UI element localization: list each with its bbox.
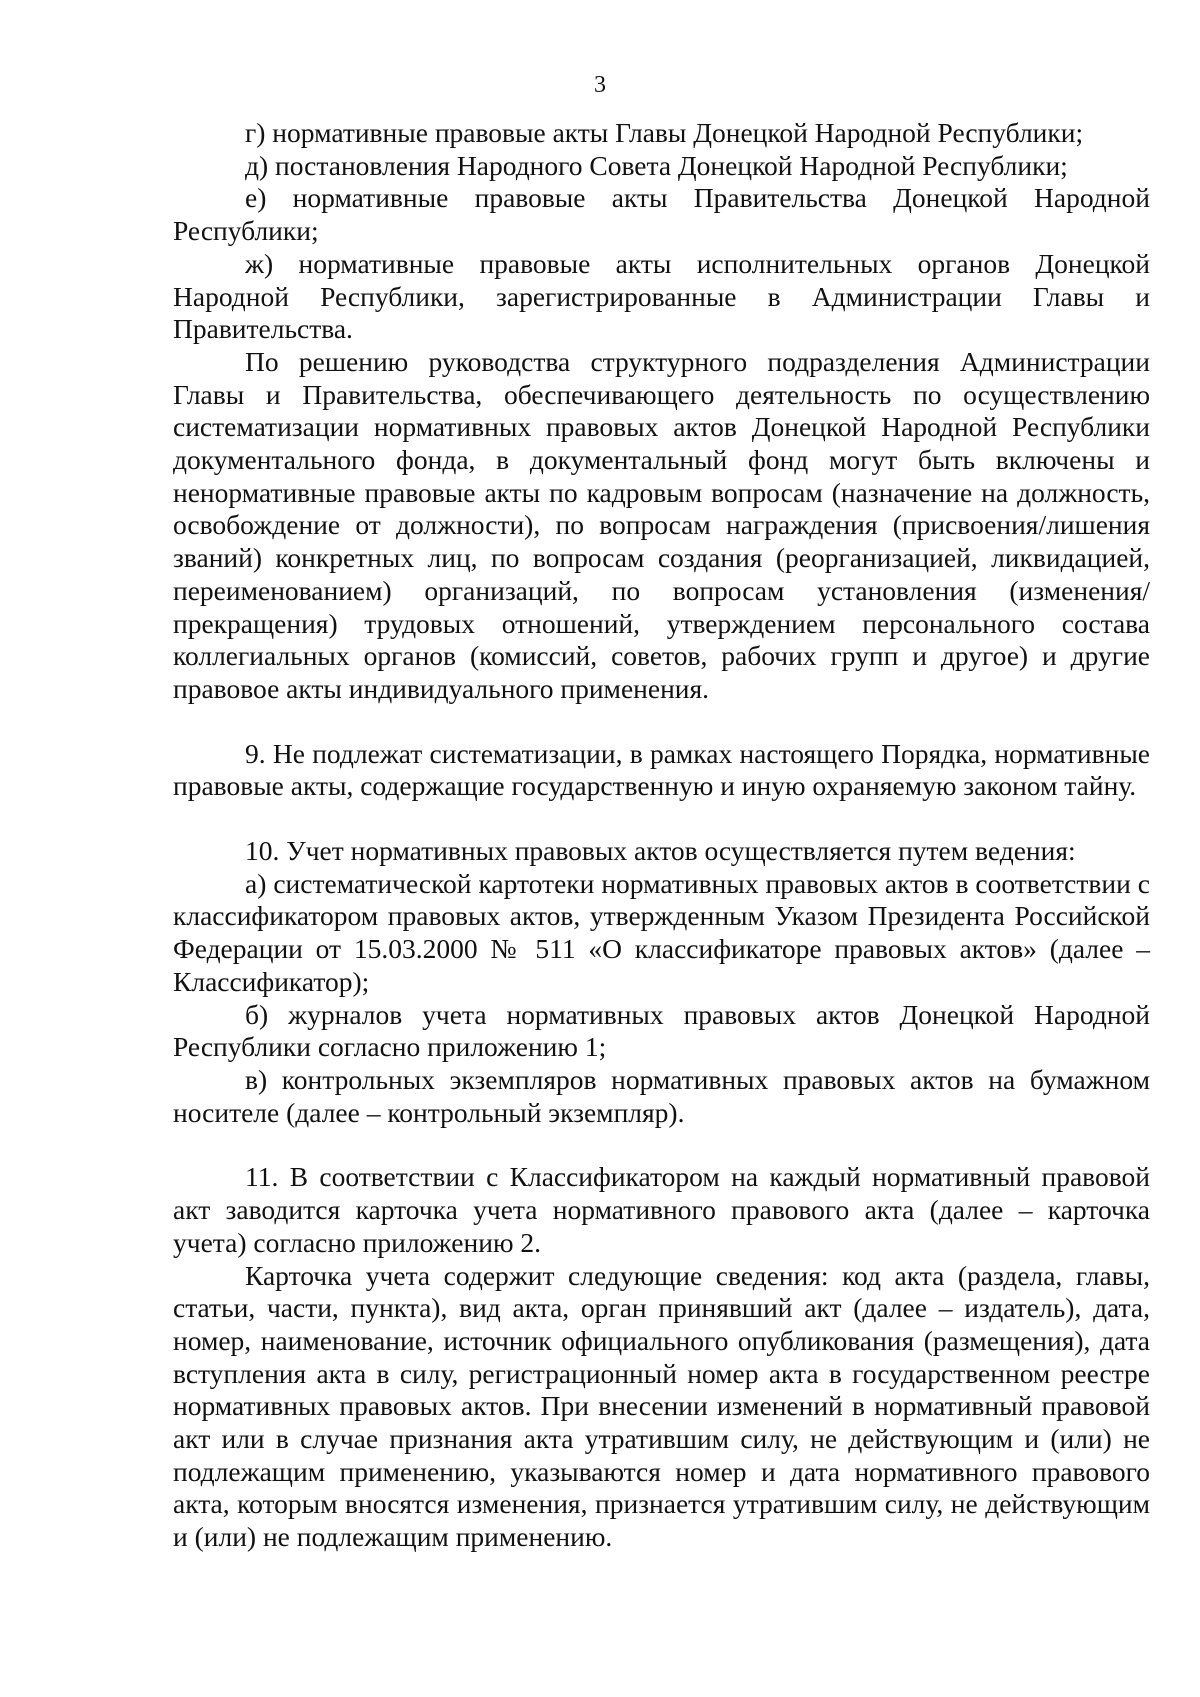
paragraph-item-d: д) постановления Народного Совета Донецкой Народной Республики; bbox=[245, 149, 1068, 181]
paragraph-inclusion-decision: По решению руководства структурного подразделения Администрации Главы и Правительства, обеспечивающего деятельность по осуществлению систематизации нормативных правовых актов Донецкой Народной Республики документального фонда, в документальный фонд могут быть включены и ненормативные правовые акты по кадровым вопросам (назначение на должность, освобождение от должности), по вопросам награждения (присвоения/лишения званий) конкретных лиц, по вопросам создания (реорганизацией, ликвидацией, переименованием) организаций, по вопросам установления (изменения/прекращения) трудовых отношений, утверждением персонального состава коллегиальных органов (комиссий, советов, рабочих групп и другое) и другие правовое акты индивидуального применения. bbox=[173, 345, 1150, 704]
paragraph-clause-9: 9. Не подлежат систематизации, в рамках настоящего Порядка, нормативные правовые акты, содержащие государственную и иную охраняемую законом тайну. bbox=[173, 737, 1150, 802]
paragraph-item-a: а) систематической картотеки нормативных правовых актов в соответствии с классификатором правовых актов, утвержденным Указом Президента Российской Федерации от 15.03.2000 № 511 «О классификаторе правовых актов» (далее – Классификатор); bbox=[173, 867, 1150, 997]
document-body bbox=[173, 117, 1150, 1554]
paragraph-card-contents: Карточка учета содержит следующие сведения: код акта (раздела, главы, статьи, части, пункта), вид акта, орган принявший акт (далее – издатель), дата, номер, наименование, источник официального опубликования (размещения), дата вступления акта в силу, регистрационный номер акта в государственном реестре нормативных правовых актов. При внесении изменений в нормативный правовой акт или в случае признания акта утратившим силу, не действующим и (или) не подлежащим применению, указываются номер и дата нормативного правового акта, которым вносятся изменения, признается утратившим силу, не действующим и (или) не подлежащим применению. bbox=[173, 1259, 1150, 1553]
paragraph-item-e: е) нормативные правовые акты Правительства Донецкой Народной Республики; bbox=[173, 182, 1150, 247]
paragraph-item-g: г) нормативные правовые акты Главы Донецкой Народной Республики; bbox=[245, 117, 1084, 148]
paragraph-clause-11: 11. В соответствии с Классификатором на каждый нормативный правовой акт заводится карточка учета нормативного правового акта (далее – карточка учета) согласно приложению 2. bbox=[173, 1161, 1150, 1258]
paragraph-clause-10: 10. Учет нормативных правовых актов осуществляется путем ведения: bbox=[245, 835, 1076, 867]
page-number: 3 bbox=[594, 72, 606, 98]
paragraph-item-zh: ж) нормативные правовые акты исполнительных органов Донецкой Народной Республики, зарегистрированные в Администрации Главы и Правительства. bbox=[173, 247, 1150, 345]
paragraph-item-v: в) контрольных экземпляров нормативных правовых актов на бумажном носителе (далее – контрольный экземпляр). bbox=[173, 1063, 1150, 1128]
paragraph-item-b: б) журналов учета нормативных правовых актов Донецкой Народной Республики согласно приложению 1; bbox=[173, 998, 1150, 1063]
